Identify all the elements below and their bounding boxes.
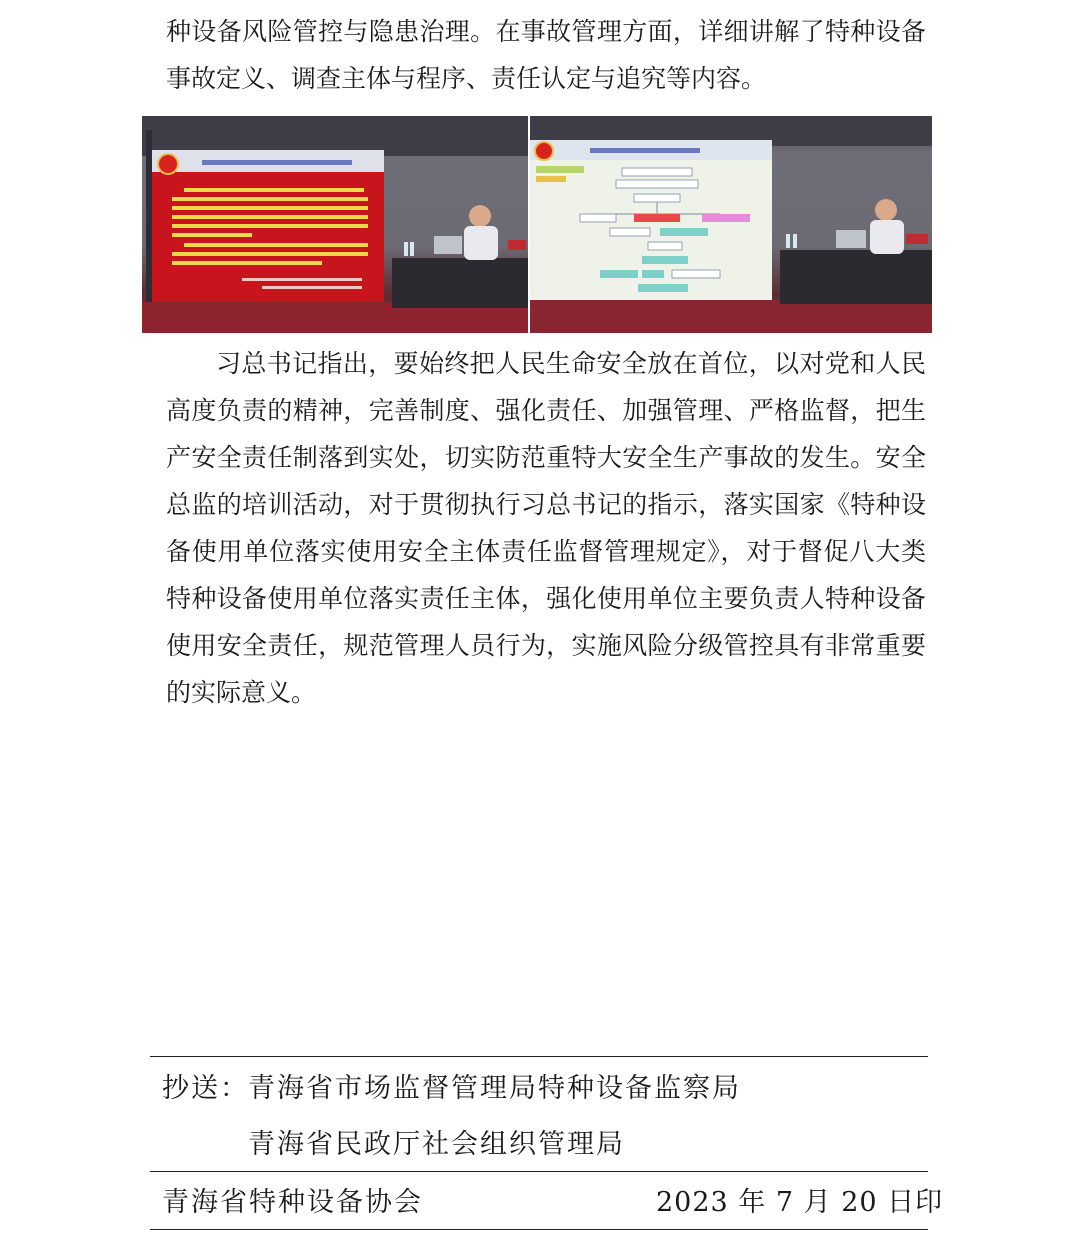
issuer-name: 青海省特种设备协会: [162, 1187, 423, 1218]
footer-rule-bottom: [150, 1229, 928, 1230]
footer-rule-middle: [150, 1171, 928, 1172]
cc-recipient: 青海省市场监督管理局特种设备监察局: [248, 1073, 741, 1104]
training-photo-left: [142, 116, 528, 333]
body-paragraph-main: 习总书记指出，要始终把人民生命安全放在首位，以对党和人民高度负责的精神，完善制度、强化责任、加强管理、严格监督，把生产安全责任制落到实处，切实防范重特大安全生产事故的发生。安全总监的培训活动，对于贯彻执行习总书记的指示，落实国家《特种设备使用单位落实使用安全主体责任监督管理规定》，对于督促八大类特种设备使用单位落实责任主体，强化使用单位主要负责人特种设备使用安全责任，规范管理人员行为，实施风险分级管控具有非常重要的实际意义。: [166, 349, 926, 707]
cc-recipient: 青海省民政厅社会组织管理局: [248, 1129, 625, 1160]
body-paragraph-top: 种设备风险管控与隐患治理。在事故管理方面，详细讲解了特种设备事故定义、调查主体与程序、责任认定与追究等内容。: [166, 17, 926, 93]
footer-rule-top: [150, 1056, 928, 1057]
cc-label: 抄送：: [162, 1073, 249, 1104]
print-date: 2023 年 7 月 20 日印: [656, 1187, 944, 1218]
training-photo-right: [530, 116, 932, 333]
